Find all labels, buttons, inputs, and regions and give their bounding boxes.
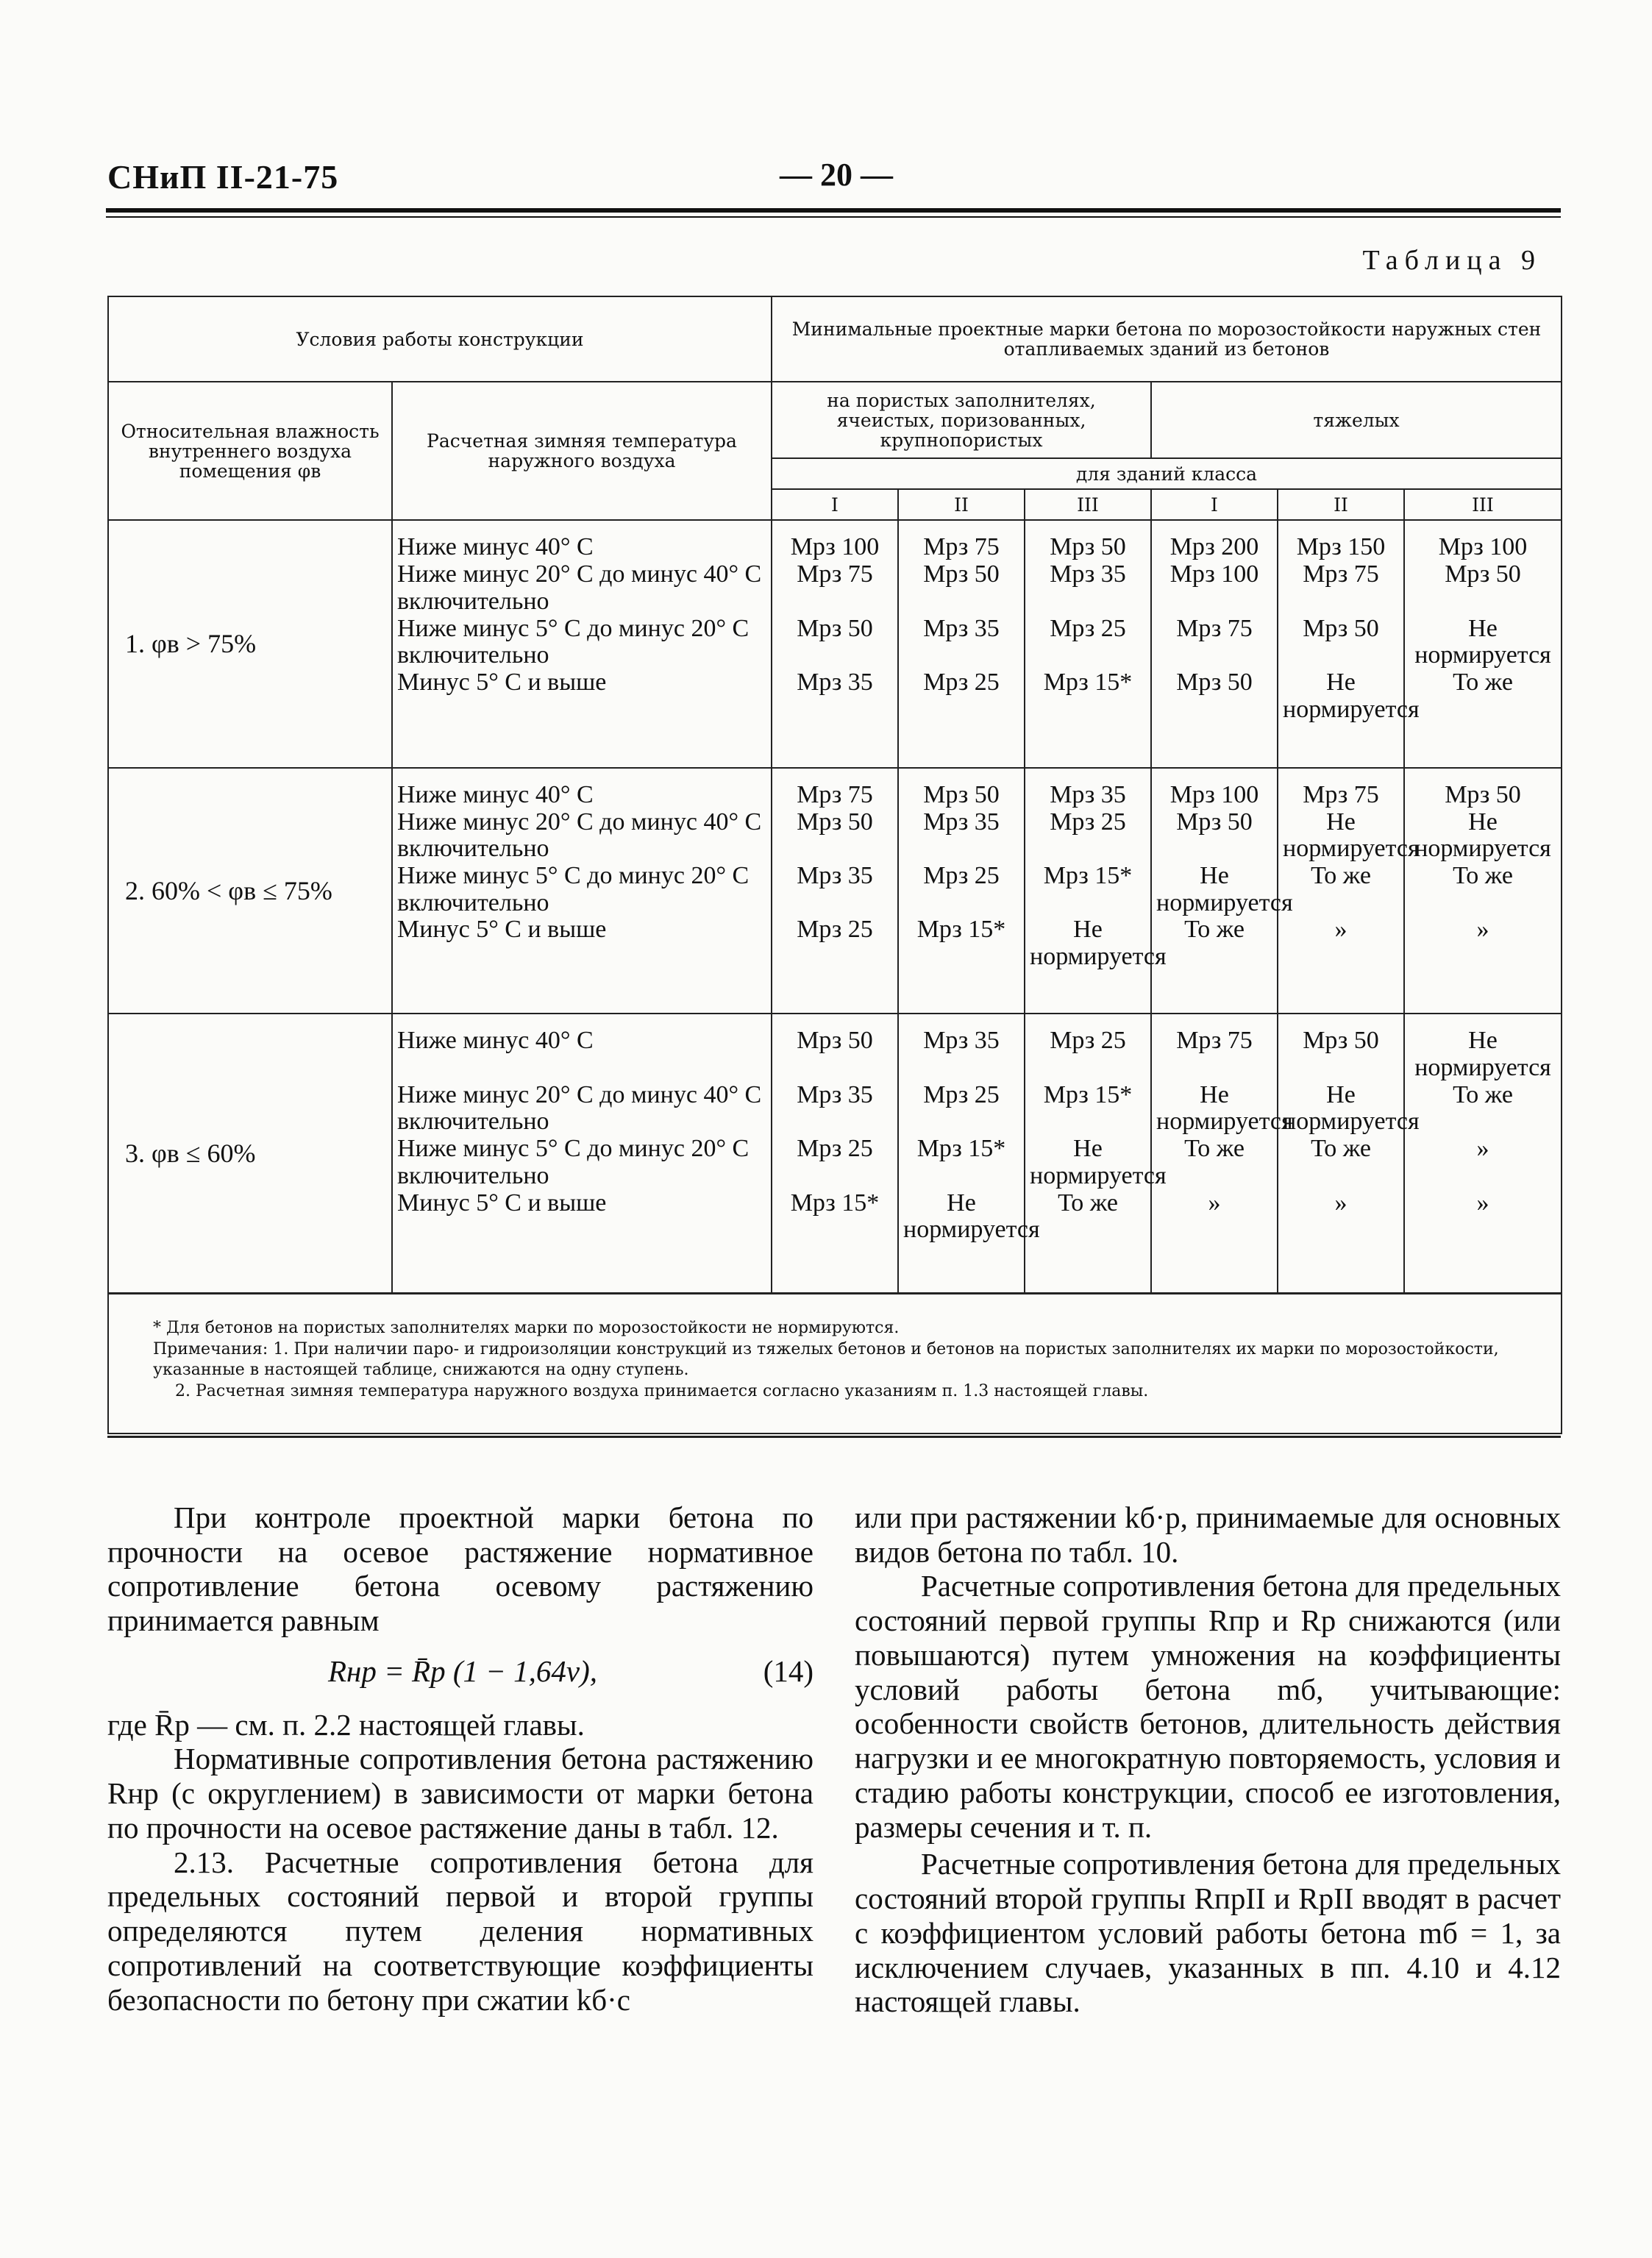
table-cell: Мрз 25 Мрз 15* Не нормируется То же xyxy=(1025,1014,1151,1293)
header-rule xyxy=(106,208,1561,213)
table-cell: Мрз 35 Мрз 25 Мрз 15* Не нормируется xyxy=(898,1014,1025,1293)
table-cell: Мрз 75 Не нормируется То же » xyxy=(1278,768,1404,1014)
header-porous-concrete: на пористых заполнителях, ячеистых, поризованных, крупнопористых xyxy=(772,382,1151,458)
table-cell: Мрз 100 Мрз 50 Не нормируется То же xyxy=(1151,768,1278,1014)
table-cell: Мрз 50 Мрз 35 Мрз 25 Мрз 15* xyxy=(898,768,1025,1014)
table-row xyxy=(108,520,1562,767)
table-row xyxy=(108,768,1562,1014)
formula-number: (14) xyxy=(763,1653,813,1688)
humidity-condition: 3. φв ≤ 60% xyxy=(108,1014,392,1293)
document-code: СНиП II-21-75 xyxy=(107,158,339,196)
header-heavy-concrete: тяжелых xyxy=(1151,382,1562,458)
temperature-conditions: Ниже минус 40° С Ниже минус 20° С до минус 40° С включительно Ниже минус 5° С до минус 20° С включительно Минус 5° С и выше xyxy=(392,768,772,1014)
left-text-column xyxy=(107,1500,813,2017)
paragraph: Расчетные сопротивления бетона для предельных состояний второй группы RпрII и RрII вводят в расчет с коэффициентом условий работы бетона mб = 1, за исключением случаев, указанных в пп. 4.10 и 4.12 настоящей главы. xyxy=(855,1847,1561,2019)
formula-expression: Rнр = R̄р (1 − 1,64v), xyxy=(328,1653,598,1688)
table-bottom-rule xyxy=(107,1436,1561,1438)
table-cell: Мрз 35 Мрз 25 Мрз 15* Не нормируется xyxy=(1025,768,1151,1014)
table-cell: Мрз 200 Мрз 100 Мрз 75 Мрз 50 xyxy=(1151,520,1278,767)
class-header: III xyxy=(1404,489,1562,520)
page-number: — 20 — xyxy=(780,157,893,193)
table-cell: Мрз 75 Не нормируется То же » xyxy=(1151,1014,1278,1293)
table-notes xyxy=(108,1294,1562,1433)
header-conditions: Условия работы конструкции xyxy=(108,296,772,382)
class-header: II xyxy=(898,489,1025,520)
table-cell: Мрз 50 Не нормируется То же » xyxy=(1278,1014,1404,1293)
paragraph: При контроле проектной марки бетона по прочности на осевое растяжение нормативное сопротивление бетона осевому растяжению принимается равным xyxy=(107,1500,813,1638)
formula-14 xyxy=(107,1654,813,1689)
table-row xyxy=(108,1014,1562,1293)
paragraph: где R̄р — см. п. 2.2 настоящей главы. xyxy=(107,1707,585,1742)
header-min-marks: Минимальные проектные марки бетона по морозостойкости наружных стен отапливаемых зданий из бетонов xyxy=(772,296,1562,382)
class-header: III xyxy=(1025,489,1151,520)
temperature-conditions: Ниже минус 40° С Ниже минус 20° С до минус 40° С включительно Ниже минус 5° С до минус 20° С включительно Минус 5° С и выше xyxy=(392,520,772,767)
header-temperature: Расчетная зимняя температура наружного воздуха xyxy=(392,382,772,520)
right-text-column xyxy=(855,1500,1561,2019)
table-caption: Таблица 9 xyxy=(1362,245,1542,276)
table-cell: Мрз 150 Мрз 75 Мрз 50 Не нормируется xyxy=(1278,520,1404,767)
header-humidity: Относительная влажность внутреннего воздуха помещения φв xyxy=(108,382,392,520)
class-header: I xyxy=(1151,489,1278,520)
header-building-class: для зданий класса xyxy=(772,458,1562,489)
paragraph: 2.13. Расчетные сопротивления бетона для предельных состояний первой и второй группы определяются путем деления нормативных сопротивлений на соответствующие коэффициенты безопасности по бетону при сжатии kб·с xyxy=(107,1845,813,2017)
table-cell: Мрз 75 Мрз 50 Мрз 35 Мрз 25 xyxy=(898,520,1025,767)
paragraph: Расчетные сопротивления бетона для предельных состояний первой группы Rпр и Rр снижаются (или повышаются) путем умножения на коэффициенты условий работы бетона mб, учитывающие: особенности свойств бетонов, длительность действия нагрузки и ее многократную повторяемость, условия и стадию работы конструкции, способ ее изготовления, размеры сечения и т. п. xyxy=(855,1569,1561,1844)
class-header: I xyxy=(772,489,898,520)
table-cell: Не нормируется То же » » xyxy=(1404,1014,1562,1293)
humidity-condition: 2. 60% < φв ≤ 75% xyxy=(108,768,392,1014)
note-1: Примечания: 1. При наличии паро- и гидроизоляции конструкций из тяжелых бетонов и бетонов на пористых заполнителях их марки по морозостойкости, указанные в настоящей таблице, снижаются на одну ступень. xyxy=(153,1339,1499,1380)
table-cell: Мрз 50 Мрз 35 Мрз 25 Мрз 15* xyxy=(1025,520,1151,767)
table-cell: Мрз 100 Мрз 75 Мрз 50 Мрз 35 xyxy=(772,520,898,767)
frost-resistance-table xyxy=(107,296,1562,1434)
table-cell: Мрз 50 Не нормируется То же » xyxy=(1404,768,1562,1014)
temperature-conditions: Ниже минус 40° С Ниже минус 20° С до минус 40° С включительно Ниже минус 5° С до минус 20° С включительно Минус 5° С и выше xyxy=(392,1014,772,1293)
table-cell: Мрз 75 Мрз 50 Мрз 35 Мрз 25 xyxy=(772,768,898,1014)
class-header: II xyxy=(1278,489,1404,520)
table-cell: Мрз 50 Мрз 35 Мрз 25 Мрз 15* xyxy=(772,1014,898,1293)
paragraph: Нормативные сопротивления бетона растяжению Rнр (с округлением) в зависимости от марки бетона по прочности на осевое растяжение даны в табл. 12. xyxy=(107,1742,813,1845)
humidity-condition: 1. φв > 75% xyxy=(108,520,392,767)
header-rule-thin xyxy=(106,216,1561,218)
paragraph: или при растяжении kб·р, принимаемые для основных видов бетона по табл. 10. xyxy=(855,1500,1561,1569)
table-cell: Мрз 100 Мрз 50 Не нормируется То же xyxy=(1404,520,1562,767)
footnote: * Для бетонов на пористых заполнителях марки по морозостойкости не нормируются. xyxy=(153,1318,900,1337)
note-2: 2. Расчетная зимняя температура наружного воздуха принимается согласно указаниям п. 1.3 настоящей главы. xyxy=(175,1381,1149,1400)
